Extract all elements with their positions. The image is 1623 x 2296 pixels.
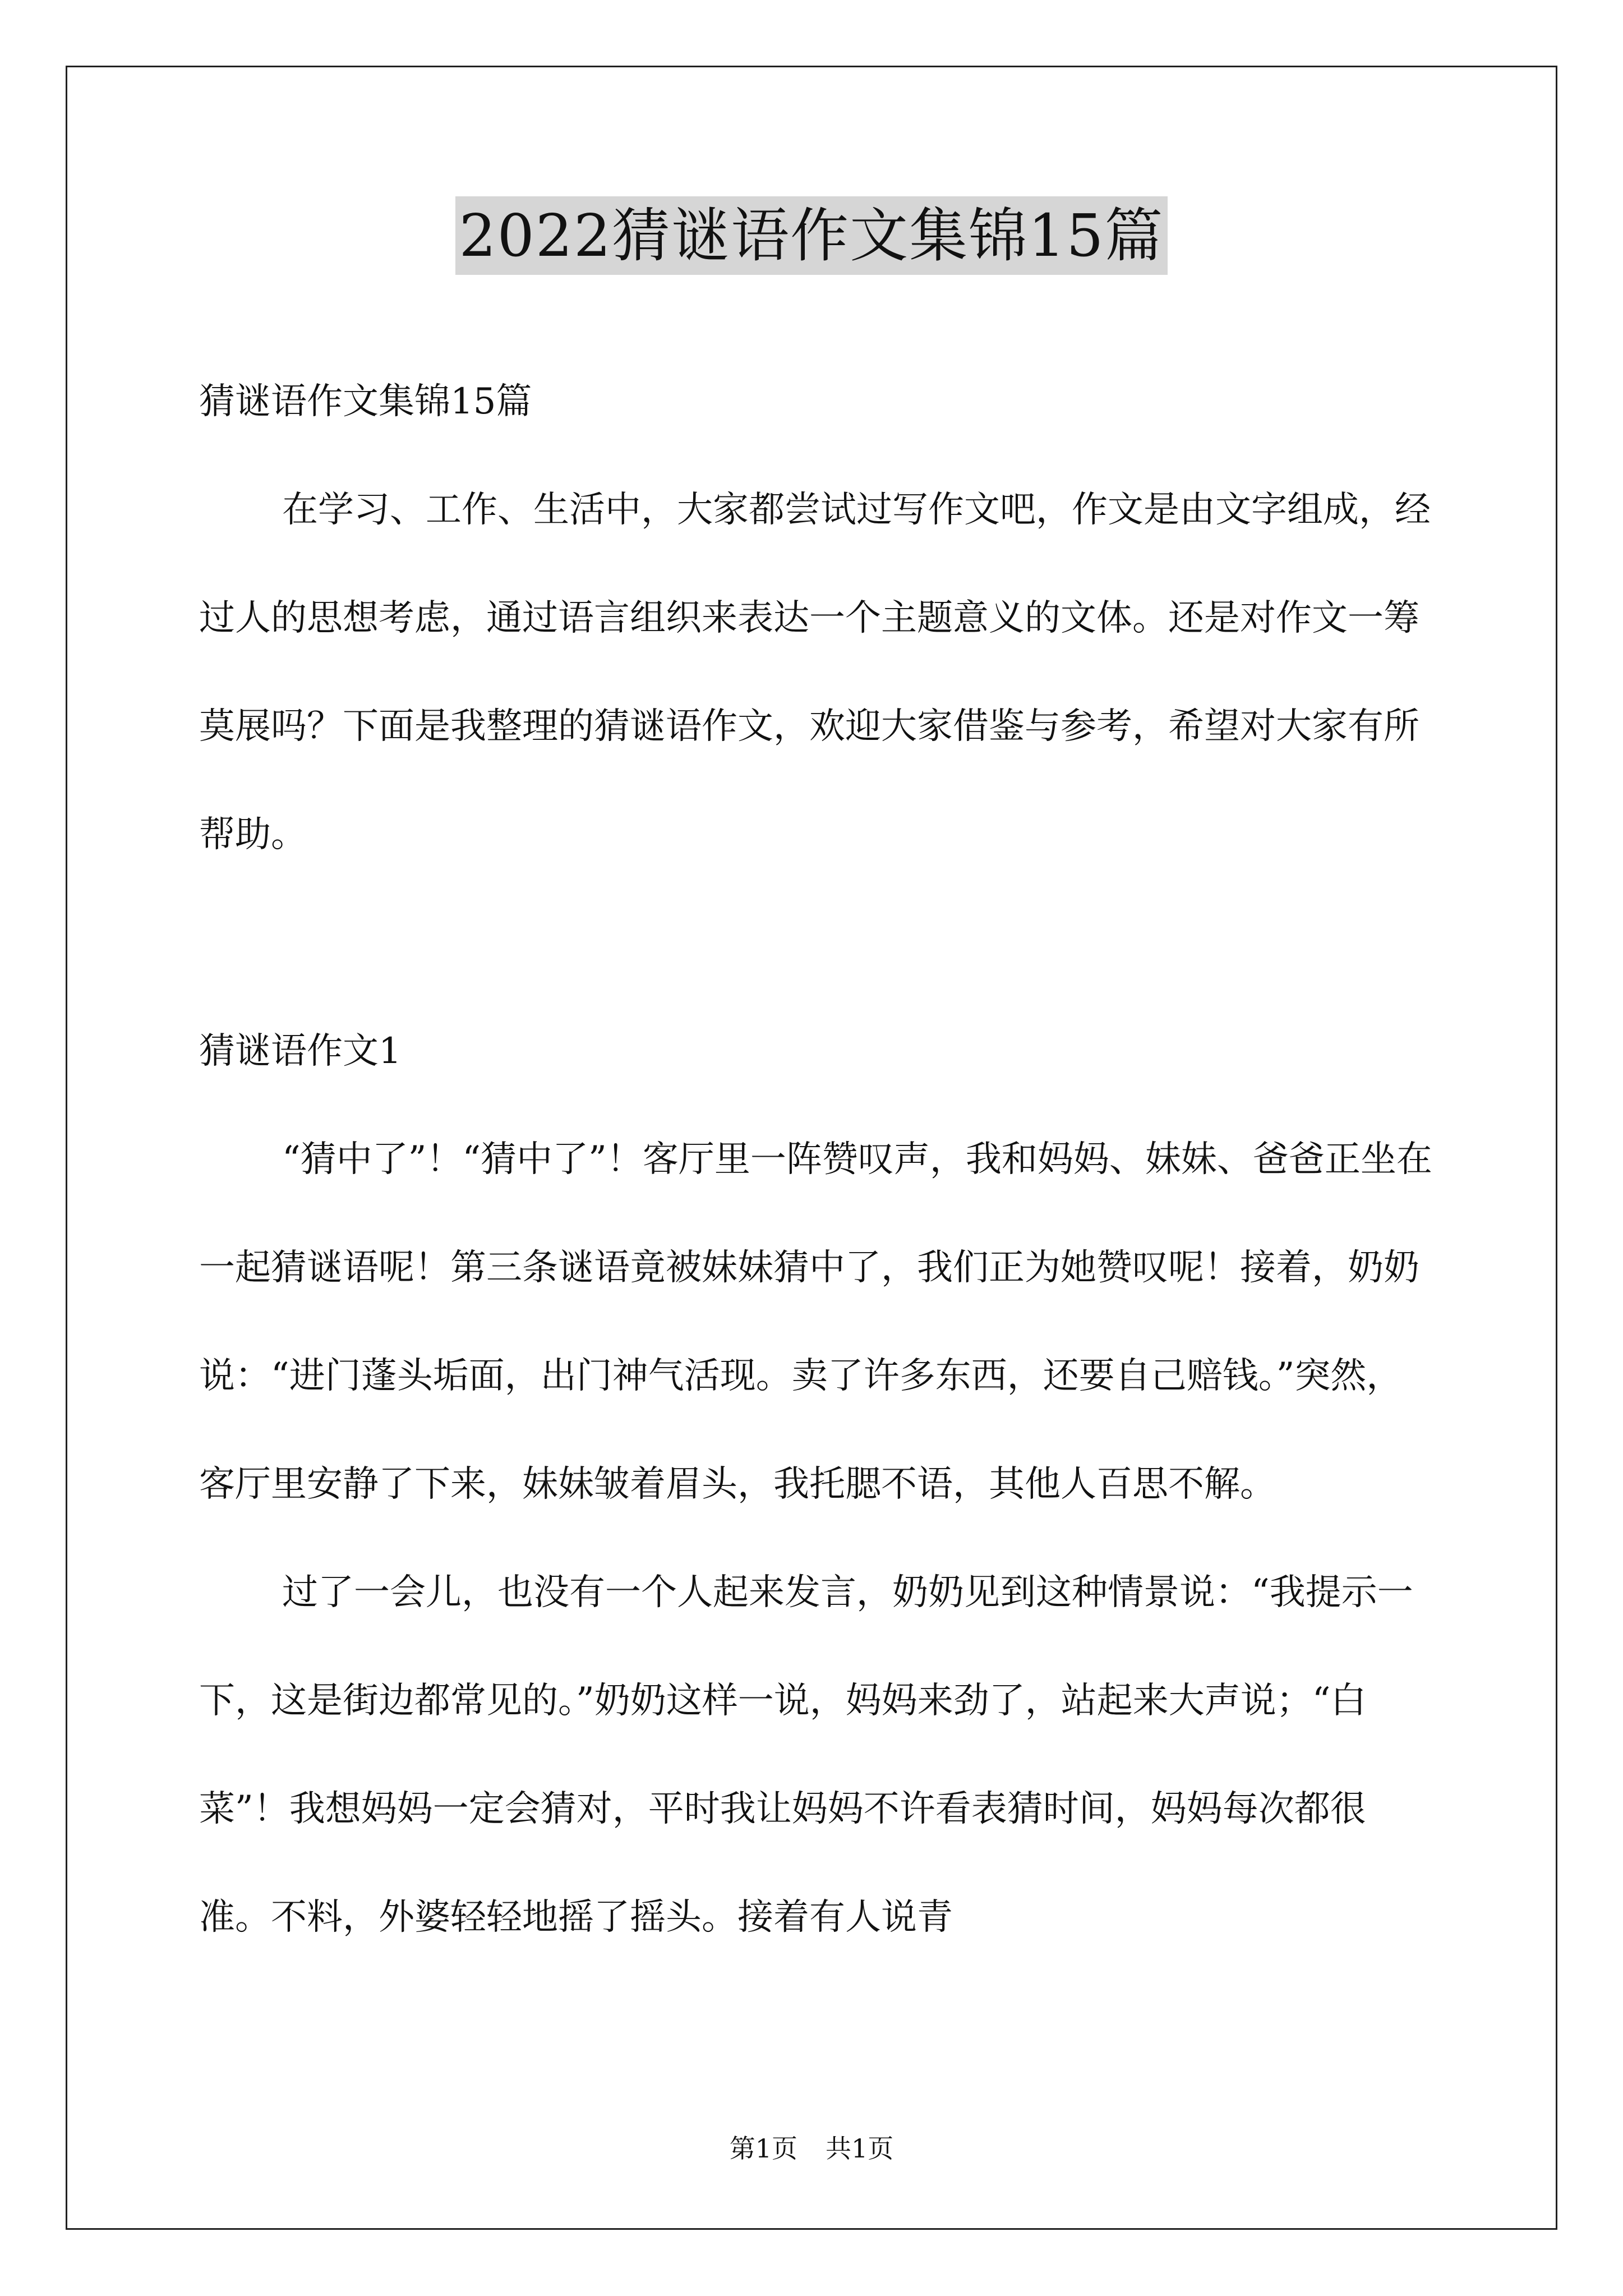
intro-paragraph: 在学习、工作、生活中，大家都尝试过写作文吧，作文是由文字组成，经过人的思想考虑，通过语言组织来表达一个主题意义的文体。还是对作文一筹莫展吗？下面是我整理的猜谜语作文，欢迎大家借鉴与参考，希望对大家有所帮助。 bbox=[199, 489, 1431, 855]
section-heading: 猜谜语作文1 bbox=[199, 1030, 402, 1072]
body-paragraph: “猜中了”！“猜中了”！客厅里一阵赞叹声，我和妈妈、妹妹、爸爸正坐在一起猜谜语呢！第三条谜语竟被妹妹猜中了，我们正为她赞叹呢！接着，奶奶说：“进门蓬头垢面，出门神气活现。卖了许多东西，还要自己赔钱。”突然，客厅里安静了下来，妹妹皱着眉头，我托腮不语，其他人百思不解。 bbox=[199, 1139, 1432, 1505]
page-total: 共1页 bbox=[826, 2133, 894, 2164]
body-paragraph: 过了一会儿，也没有一个人起来发言，奶奶见到这种情景说：“我提示一下，这是街边都常见的。”奶奶这样一说，妈妈来劲了，站起来大声说；“白菜”！我想妈妈一定会猜对，平时我让妈妈不许看表猜时间，妈妈每次都很准。不料，外婆轻轻地摇了摇头。接着有人说青 bbox=[199, 1572, 1413, 1938]
document-title: 2022猜谜语作文集锦15篇 bbox=[455, 196, 1167, 275]
document-subtitle: 猜谜语作文集锦15篇 bbox=[199, 381, 532, 422]
title-container bbox=[0, 196, 1623, 275]
page-footer bbox=[0, 2132, 1623, 2165]
document-body bbox=[199, 348, 1433, 1972]
page-number: 第1页 bbox=[729, 2133, 797, 2164]
